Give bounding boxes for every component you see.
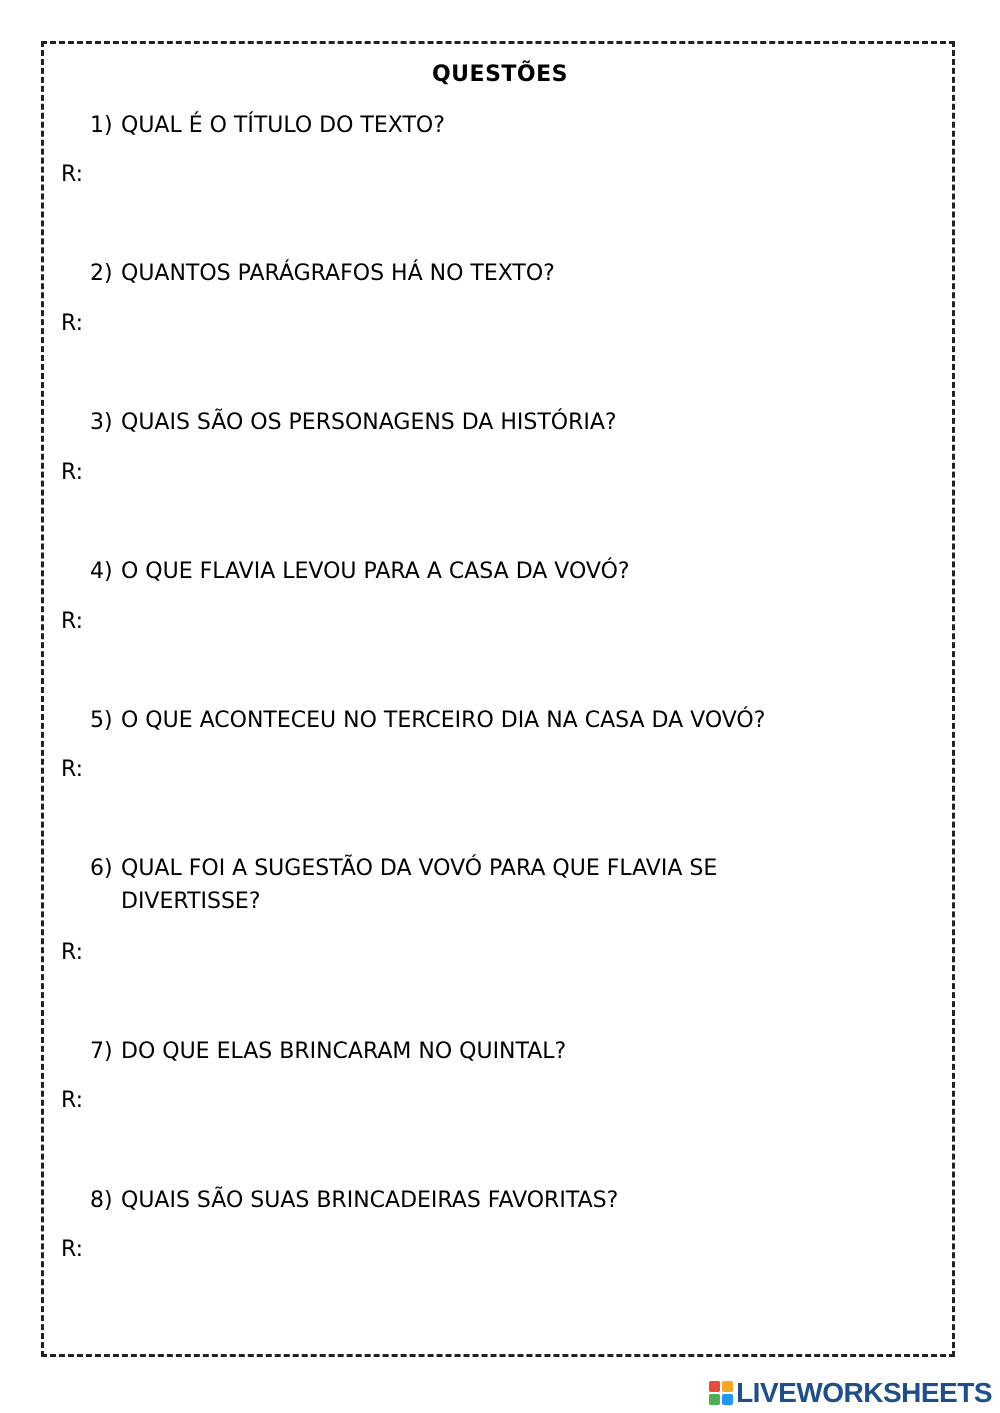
question-text: QUANTOS PARÁGRAFOS HÁ NO TEXTO? (121, 261, 555, 286)
logo-square-blue (722, 1394, 733, 1405)
question-item (90, 109, 830, 142)
page-border (41, 41, 955, 1357)
question-item (90, 406, 830, 439)
question-text: O QUE FLAVIA LEVOU PARA A CASA DA VOVÓ? (121, 559, 630, 584)
liveworksheets-branding[interactable] (709, 1377, 992, 1409)
answer-label: R: (61, 1088, 84, 1113)
answer-label: R: (61, 609, 84, 634)
question-text: QUAL FOI A SUGESTÃO DA VOVÓ PARA QUE FLAVIA SE DIVERTISSE? (121, 856, 718, 914)
question-number: 8) (90, 1188, 113, 1213)
logo-square-red (709, 1381, 720, 1392)
brand-name: LIVEWORKSHEETS (736, 1377, 992, 1408)
question-text: QUAL É O TÍTULO DO TEXTO? (121, 113, 445, 138)
question-number: 2) (90, 261, 113, 286)
question-item (90, 257, 830, 290)
worksheet-title: QUESTÕES (431, 62, 569, 87)
logo-square-orange (722, 1381, 733, 1392)
answer-label: R: (61, 162, 84, 187)
question-item (90, 704, 830, 737)
question-number: 6) (90, 856, 113, 881)
question-text: QUAIS SÃO SUAS BRINCADEIRAS FAVORITAS? (121, 1188, 619, 1213)
question-text: O QUE ACONTECEU NO TERCEIRO DIA NA CASA DA VOVÓ? (121, 708, 766, 733)
question-item (90, 1035, 830, 1068)
question-number: 4) (90, 559, 113, 584)
question-number: 7) (90, 1039, 113, 1064)
answer-label: R: (61, 1237, 84, 1262)
question-number: 3) (90, 410, 113, 435)
liveworksheets-logo-icon (709, 1381, 733, 1405)
question-item (90, 555, 830, 588)
answer-label: R: (61, 940, 84, 965)
question-text: DO QUE ELAS BRINCARAM NO QUINTAL? (121, 1039, 567, 1064)
answer-label: R: (61, 311, 84, 336)
logo-square-green (709, 1394, 720, 1405)
question-item (90, 852, 770, 918)
question-item (90, 1184, 830, 1217)
question-number: 5) (90, 708, 113, 733)
answer-label: R: (61, 460, 84, 485)
question-text: QUAIS SÃO OS PERSONAGENS DA HISTÓRIA? (121, 410, 617, 435)
question-number: 1) (90, 113, 113, 138)
answer-label: R: (61, 757, 84, 782)
